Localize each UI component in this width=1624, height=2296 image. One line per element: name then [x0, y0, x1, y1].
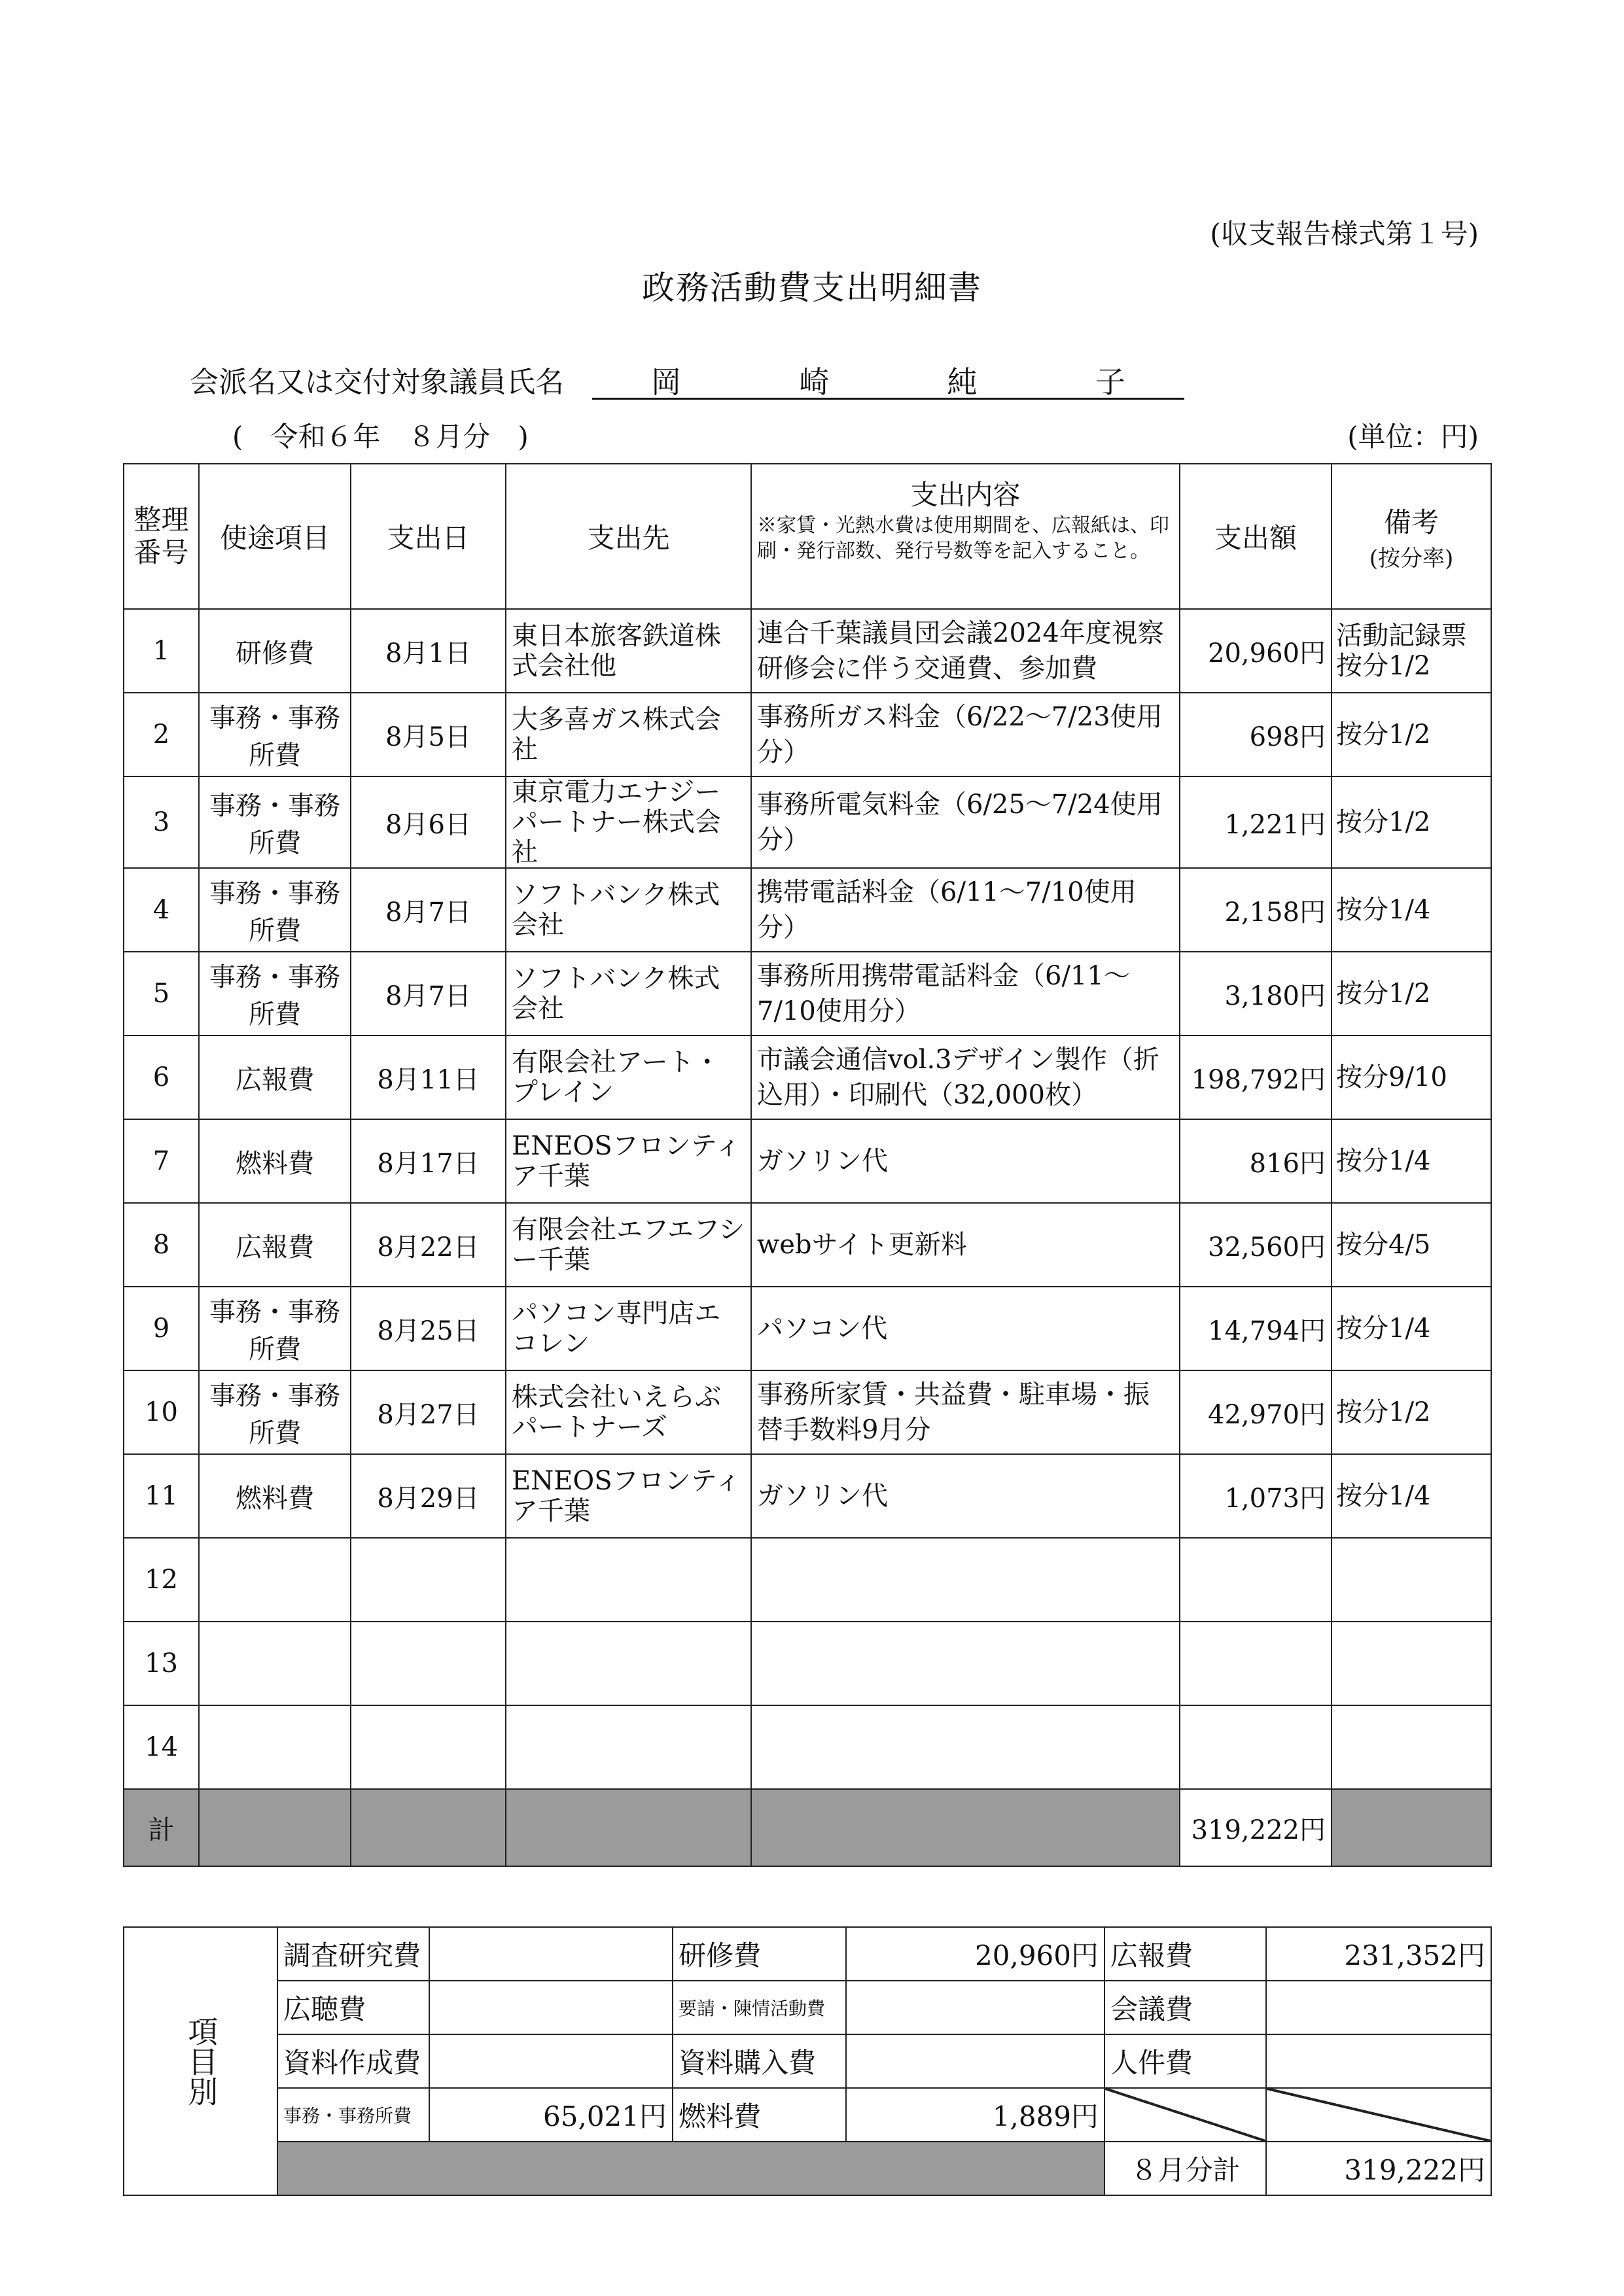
header-note-label: 備考 — [1383, 506, 1439, 538]
row-use: 事務・事務所費 — [199, 1370, 351, 1454]
row-payee: ENEOSフロンティア千葉 — [506, 1454, 751, 1538]
table-row — [124, 1705, 1491, 1789]
row-note — [1332, 1622, 1491, 1705]
row-use: 燃料費 — [199, 1119, 351, 1203]
category-summary-table — [123, 1926, 1492, 2196]
row-use: 広報費 — [199, 1203, 351, 1287]
row-amount: 14,794円 — [1180, 1287, 1332, 1370]
personnel-value — [1266, 2034, 1491, 2088]
header-content-note: ※家賃・光熱水費は使用期間を、広報紙は、印刷・発行部数、発行号数等を記入すること。 — [757, 514, 1169, 563]
header-content — [751, 464, 1180, 609]
header-note — [1332, 464, 1491, 609]
member-name — [592, 358, 1184, 400]
summary-group-label: 項目別 — [124, 1927, 277, 2195]
row-date — [351, 1705, 506, 1789]
total-blank — [751, 1789, 1180, 1866]
row-use: 事務・事務所費 — [199, 952, 351, 1035]
summary-row — [124, 2034, 1491, 2088]
fuel-label: 燃料費 — [673, 2088, 846, 2142]
pr-label: 広報費 — [1104, 1927, 1266, 1981]
table-row — [124, 1035, 1491, 1119]
summary-row — [124, 1927, 1491, 1981]
row-no: 3 — [124, 776, 199, 868]
unit-label: (単位：円) — [1347, 421, 1479, 453]
row-no: 11 — [124, 1454, 199, 1538]
row-use: 燃料費 — [199, 1454, 351, 1538]
row-content: 事務所家賃・共益費・駐車場・振替手数料9月分 — [751, 1370, 1180, 1454]
row-amount: 1,073円 — [1180, 1454, 1332, 1538]
office-label: 事務・事務所費 — [277, 2088, 429, 2142]
row-note: 按分4/5 — [1332, 1203, 1491, 1287]
header-payee: 支出先 — [506, 464, 751, 609]
row-content: ガソリン代 — [751, 1454, 1180, 1538]
row-note: 按分1/2 — [1332, 952, 1491, 1035]
row-no: 9 — [124, 1287, 199, 1370]
row-date — [351, 1538, 506, 1622]
row-use — [199, 1705, 351, 1789]
row-note: 按分1/2 — [1332, 1370, 1491, 1454]
member-name-char: 崎 — [799, 364, 830, 400]
row-payee: 東日本旅客鉄道株式会社他 — [506, 609, 751, 693]
row-amount: 42,970円 — [1180, 1370, 1332, 1454]
row-payee: 東京電力エナジーパートナー株式会社 — [506, 776, 751, 868]
row-date: 8月1日 — [351, 609, 506, 693]
row-amount — [1180, 1622, 1332, 1705]
report-period: ( 令和６年 ８月分 ) — [232, 421, 529, 453]
total-blank — [1332, 1789, 1491, 1866]
meeting-label: 会議費 — [1104, 1981, 1266, 2034]
row-payee: 株式会社いえらぶパートナーズ — [506, 1370, 751, 1454]
row-no: 7 — [124, 1119, 199, 1203]
row-no: 1 — [124, 609, 199, 693]
row-amount: 2,158円 — [1180, 868, 1332, 952]
training-label: 研修費 — [673, 1927, 846, 1981]
row-amount — [1180, 1705, 1332, 1789]
row-use — [199, 1622, 351, 1705]
header-content-label: 支出内容 — [910, 479, 1021, 511]
table-row — [124, 1538, 1491, 1622]
row-content: 事務所用携帯電話料金（6/11〜7/10使用分） — [751, 952, 1180, 1035]
row-content: 連合千葉議員団会議2024年度視察研修会に伴う交通費、参加費 — [751, 609, 1180, 693]
table-row — [124, 1370, 1491, 1454]
expense-detail-table — [123, 463, 1492, 1867]
row-use: 広報費 — [199, 1035, 351, 1119]
row-amount: 3,180円 — [1180, 952, 1332, 1035]
row-payee: 有限会社アート・プレイン — [506, 1035, 751, 1119]
row-note: 按分1/4 — [1332, 1287, 1491, 1370]
row-no: 6 — [124, 1035, 199, 1119]
hearing-label: 広聴費 — [277, 1981, 429, 2034]
row-use: 事務・事務所費 — [199, 776, 351, 868]
row-amount: 698円 — [1180, 693, 1332, 776]
table-row — [124, 952, 1491, 1035]
row-no: 8 — [124, 1203, 199, 1287]
petition-value — [846, 1981, 1104, 2034]
member-name-char: 純 — [947, 364, 978, 400]
row-content: 市議会通信vol.3デザイン製作（折込用）・印刷代（32,000枚） — [751, 1035, 1180, 1119]
hearing-value — [429, 1981, 673, 2034]
header-amount: 支出額 — [1180, 464, 1332, 609]
materials-buy-label: 資料購入費 — [673, 2034, 846, 2088]
document-title: 政務活動費支出明細書 — [642, 269, 982, 307]
row-amount: 198,792円 — [1180, 1035, 1332, 1119]
row-content — [751, 1538, 1180, 1622]
month-total-value: 319,222円 — [1266, 2142, 1491, 2195]
member-name-char: 岡 — [651, 364, 682, 400]
row-note: 按分1/4 — [1332, 868, 1491, 952]
row-date: 8月25日 — [351, 1287, 506, 1370]
header-date: 支出日 — [351, 464, 506, 609]
row-payee — [506, 1538, 751, 1622]
row-use: 事務・事務所費 — [199, 868, 351, 952]
row-use: 研修費 — [199, 609, 351, 693]
header-note-sub: (按分率) — [1369, 545, 1454, 572]
row-content: 事務所ガス料金（6/22〜7/23使用分） — [751, 693, 1180, 776]
row-content: 携帯電話料金（6/11〜7/10使用分） — [751, 868, 1180, 952]
table-row — [124, 776, 1491, 868]
row-content: ガソリン代 — [751, 1119, 1180, 1203]
row-content: 事務所電気料金（6/25〜7/24使用分） — [751, 776, 1180, 868]
pr-value: 231,352円 — [1266, 1927, 1491, 1981]
header-use: 使途項目 — [199, 464, 351, 609]
row-payee: 大多喜ガス株式会社 — [506, 693, 751, 776]
row-note — [1332, 1538, 1491, 1622]
row-payee — [506, 1622, 751, 1705]
materials-create-label: 資料作成費 — [277, 2034, 429, 2088]
table-row — [124, 1287, 1491, 1370]
row-date: 8月7日 — [351, 868, 506, 952]
total-blank — [199, 1789, 351, 1866]
row-content: パソコン代 — [751, 1287, 1180, 1370]
row-no: 4 — [124, 868, 199, 952]
office-value: 65,021円 — [429, 2088, 673, 2142]
table-row — [124, 693, 1491, 776]
fuel-value: 1,889円 — [846, 2088, 1104, 2142]
summary-row — [124, 1981, 1491, 2034]
research-value — [429, 1927, 673, 1981]
struck-cell — [1266, 2088, 1491, 2142]
personnel-label: 人件費 — [1104, 2034, 1266, 2088]
summary-shaded-blank — [277, 2142, 1104, 2195]
row-payee: パソコン専門店エコレン — [506, 1287, 751, 1370]
row-use: 事務・事務所費 — [199, 1287, 351, 1370]
materials-create-value — [429, 2034, 673, 2088]
row-amount: 816円 — [1180, 1119, 1332, 1203]
summary-row — [124, 2142, 1491, 2195]
summary-row — [124, 2088, 1491, 2142]
row-content — [751, 1705, 1180, 1789]
table-row — [124, 1622, 1491, 1705]
row-content — [751, 1622, 1180, 1705]
row-amount: 20,960円 — [1180, 609, 1332, 693]
row-use: 事務・事務所費 — [199, 693, 351, 776]
row-payee — [506, 1705, 751, 1789]
row-payee: 有限会社エフエフシー千葉 — [506, 1203, 751, 1287]
row-use — [199, 1538, 351, 1622]
table-row — [124, 1119, 1491, 1203]
row-no: 14 — [124, 1705, 199, 1789]
table-row — [124, 609, 1491, 693]
row-no: 13 — [124, 1622, 199, 1705]
training-value: 20,960円 — [846, 1927, 1104, 1981]
table-row — [124, 868, 1491, 952]
table-row — [124, 1454, 1491, 1538]
row-date — [351, 1622, 506, 1705]
row-date: 8月17日 — [351, 1119, 506, 1203]
row-date: 8月22日 — [351, 1203, 506, 1287]
table-row — [124, 1203, 1491, 1287]
row-payee: ソフトバンク株式会社 — [506, 868, 751, 952]
table-header-row — [124, 464, 1491, 609]
row-amount: 32,560円 — [1180, 1203, 1332, 1287]
row-date: 8月29日 — [351, 1454, 506, 1538]
row-note: 按分1/2 — [1332, 776, 1491, 868]
total-row — [124, 1789, 1491, 1866]
row-note: 活動記録票按分1/2 — [1332, 609, 1491, 693]
row-no: 2 — [124, 693, 199, 776]
row-note — [1332, 1705, 1491, 1789]
total-blank — [351, 1789, 506, 1866]
row-date: 8月5日 — [351, 693, 506, 776]
row-no: 12 — [124, 1538, 199, 1622]
row-date: 8月11日 — [351, 1035, 506, 1119]
row-date: 8月27日 — [351, 1370, 506, 1454]
row-content: webサイト更新料 — [751, 1203, 1180, 1287]
row-payee: ENEOSフロンティア千葉 — [506, 1119, 751, 1203]
total-label: 計 — [124, 1789, 199, 1866]
research-label: 調査研究費 — [277, 1927, 429, 1981]
total-blank — [506, 1789, 751, 1866]
row-date: 8月7日 — [351, 952, 506, 1035]
row-note: 按分1/4 — [1332, 1454, 1491, 1538]
row-amount — [1180, 1538, 1332, 1622]
row-date: 8月6日 — [351, 776, 506, 868]
month-total-label: ８月分計 — [1104, 2142, 1266, 2195]
member-label: 会派名又は交付対象議員氏名 — [190, 366, 564, 399]
form-number: (収支報告様式第１号) — [1210, 218, 1479, 250]
struck-cell — [1104, 2088, 1266, 2142]
row-no: 10 — [124, 1370, 199, 1454]
member-name-char: 子 — [1095, 364, 1125, 400]
materials-buy-value — [846, 2034, 1104, 2088]
meeting-value — [1266, 1981, 1491, 2034]
row-note: 按分9/10 — [1332, 1035, 1491, 1119]
row-amount: 1,221円 — [1180, 776, 1332, 868]
row-note: 按分1/4 — [1332, 1119, 1491, 1203]
total-amount: 319,222円 — [1180, 1789, 1332, 1866]
header-no: 整理番号 — [124, 464, 199, 609]
row-no: 5 — [124, 952, 199, 1035]
row-note: 按分1/2 — [1332, 693, 1491, 776]
row-payee: ソフトバンク株式会社 — [506, 952, 751, 1035]
petition-label: 要請・陳情活動費 — [673, 1981, 846, 2034]
